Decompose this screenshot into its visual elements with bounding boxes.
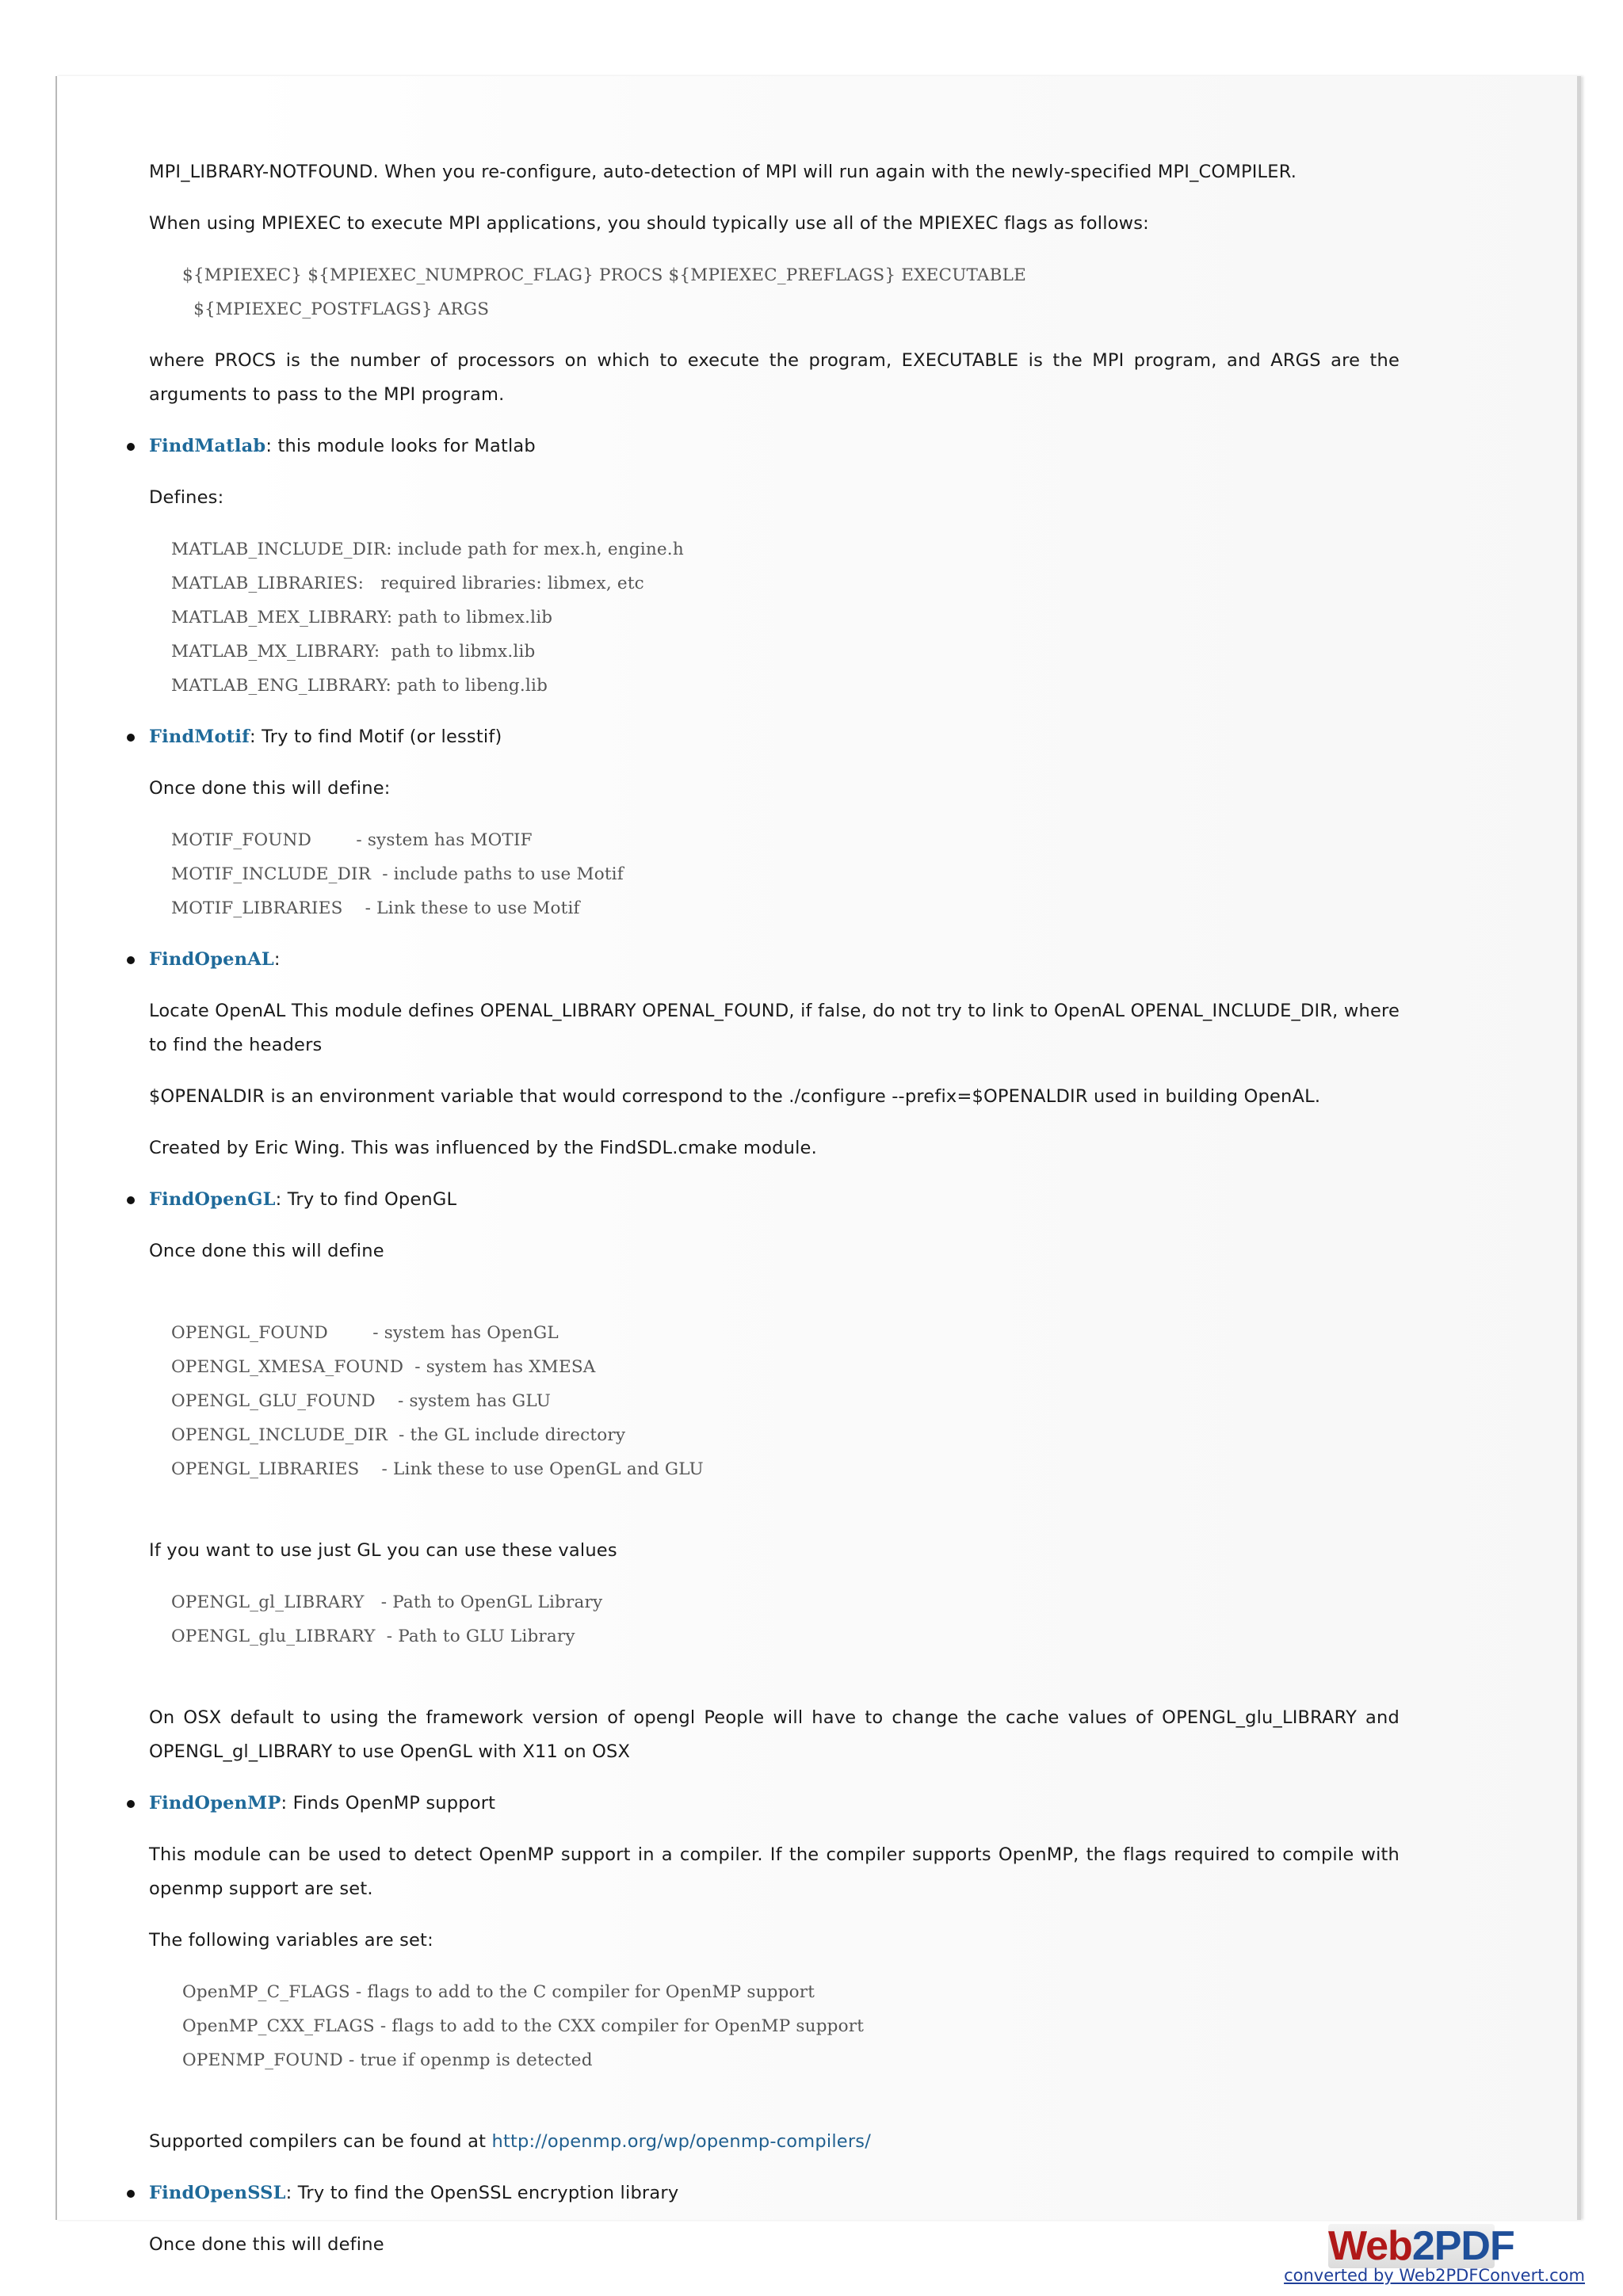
module-item-findopenal: [149, 943, 1400, 977]
spacer: [149, 1286, 1400, 1316]
findopenmp-link[interactable]: FindOpenMP: [149, 1793, 281, 1814]
findmatlab-defines-label: Defines:: [149, 487, 224, 508]
findopenssl-link[interactable]: FindOpenSSL: [149, 2183, 286, 2203]
findmatlab-code-block: MATLAB_INCLUDE_DIR: include path for mex.h, engine.h MATLAB_LIBRARIES: required libraries: libmex, etc MATLAB_MEX_LIBRARY: path to libmex.lib MATLAB_MX_LIBRARY: path to libmx.lib MATLAB_ENG_LIBRARY: path to libeng.lib: [171, 540, 684, 696]
findopenssl-define-label: Once done this will define: [149, 2234, 384, 2255]
findmotif-link[interactable]: FindMotif: [149, 727, 250, 747]
findopengl-link[interactable]: FindOpenGL: [149, 1189, 276, 1210]
mpi-compiler-note: MPI_LIBRARY-NOTFOUND. When you re-configure, auto-detection of MPI will run again with the newly-specified MPI_COMPILER.: [149, 162, 1297, 182]
module-item-findopenssl: [149, 2176, 1400, 2210]
web2pdf-credit-link[interactable]: converted by Web2PDFConvert.com: [1284, 2266, 1585, 2285]
spacer: [149, 2095, 1400, 2125]
findopengl-code-block-2: OPENGL_gl_LIBRARY - Path to OpenGL Library OPENGL_glu_LIBRARY - Path to GLU Library: [171, 1592, 603, 1646]
logo-web-text: Web: [1328, 2223, 1412, 2269]
mpiexec-explanation: where PROCS is the number of processors on which to execute the program, EXECUTABLE is the MPI program, and ARGS are the arguments to pass to the MPI program.: [149, 350, 1400, 405]
mpiexec-note: When using MPIEXEC to execute MPI applications, you should typically use all of the MPIEXEC flags as follows:: [149, 213, 1149, 234]
findopenmp-code-block: OpenMP_C_FLAGS - flags to add to the C compiler for OpenMP support OpenMP_CXX_FLAGS - flags to add to the CXX compiler for OpenMP support OPENMP_FOUND - true if openmp is detected: [182, 1982, 865, 2070]
findopenmp-paragraph-1: This module can be used to detect OpenMP support in a compiler. If the compiler supports OpenMP, the flags required to compile with openmp support are set.: [149, 1844, 1400, 1899]
findopenal-paragraph-2: $OPENALDIR is an environment variable that would correspond to the ./configure --prefix=$OPENALDIR used in building OpenAL.: [149, 1086, 1321, 1107]
findopenmp-compilers-note: [149, 2125, 1400, 2159]
findopenmp-compilers-text: Supported compilers can be found at: [149, 2131, 492, 2152]
spacer: [149, 1671, 1400, 1701]
module-item-findopengl: [149, 1183, 1400, 1217]
findmatlab-description: : this module looks for Matlab: [265, 436, 536, 456]
module-item-findopenmp: [149, 1787, 1400, 1821]
logo-2pdf-text: 2PDF: [1411, 2223, 1514, 2269]
spacer: [149, 1504, 1400, 1534]
findmotif-code-block: MOTIF_FOUND - system has MOTIF MOTIF_INCLUDE_DIR - include paths to use Motif MOTIF_LIBRARIES - Link these to use Motif: [171, 830, 624, 918]
module-item-findmotif: [149, 720, 1400, 754]
findopenal-link[interactable]: FindOpenAL: [149, 949, 274, 970]
findopengl-description: : Try to find OpenGL: [275, 1189, 457, 1210]
findopengl-define-label: Once done this will define: [149, 1241, 384, 1261]
web2pdf-logo: [1328, 2223, 1514, 2269]
findopenssl-description: : Try to find the OpenSSL encryption library: [285, 2183, 679, 2203]
findopenal-paragraph-1: Locate OpenAL This module defines OPENAL_LIBRARY OPENAL_FOUND, if false, do not try to link to OpenAL OPENAL_INCLUDE_DIR, where to find the headers: [149, 1001, 1400, 1055]
findopenal-paragraph-3: Created by Eric Wing. This was influenced by the FindSDL.cmake module.: [149, 1138, 817, 1158]
findmatlab-link[interactable]: FindMatlab: [149, 436, 266, 456]
module-item-findmatlab: [149, 429, 1400, 463]
mpiexec-code-block: ${MPIEXEC} ${MPIEXEC_NUMPROC_FLAG} PROCS ${MPIEXEC_PREFLAGS} EXECUTABLE ${MPIEXEC_POSTFLAGS} ARGS: [182, 265, 1026, 319]
findopengl-gl-only-note: If you want to use just GL you can use these values: [149, 1540, 617, 1561]
findopengl-code-block-1: OPENGL_FOUND - system has OpenGL OPENGL_XMESA_FOUND - system has XMESA OPENGL_GLU_FOUND - system has GLU OPENGL_INCLUDE_DIR - the GL include directory OPENGL_LIBRARIES - Link these to use OpenGL and GLU: [171, 1323, 704, 1479]
findopenmp-description: : Finds OpenMP support: [281, 1793, 496, 1814]
page-content: [149, 155, 1400, 2279]
findmotif-define-label: Once done this will define:: [149, 778, 391, 799]
findopengl-osx-note: On OSX default to using the framework version of opengl People will have to change the cache values of OPENGL_glu_LIBRARY and OPENGL_gl_LIBRARY to use OpenGL with X11 on OSX: [149, 1707, 1400, 1762]
findmotif-description: : Try to find Motif (or lesstif): [249, 727, 502, 747]
openmp-compilers-link[interactable]: http://openmp.org/wp/openmp-compilers/: [491, 2131, 871, 2152]
findopenmp-variables-label: The following variables are set:: [149, 1930, 433, 1951]
findopenal-description: :: [273, 949, 281, 970]
